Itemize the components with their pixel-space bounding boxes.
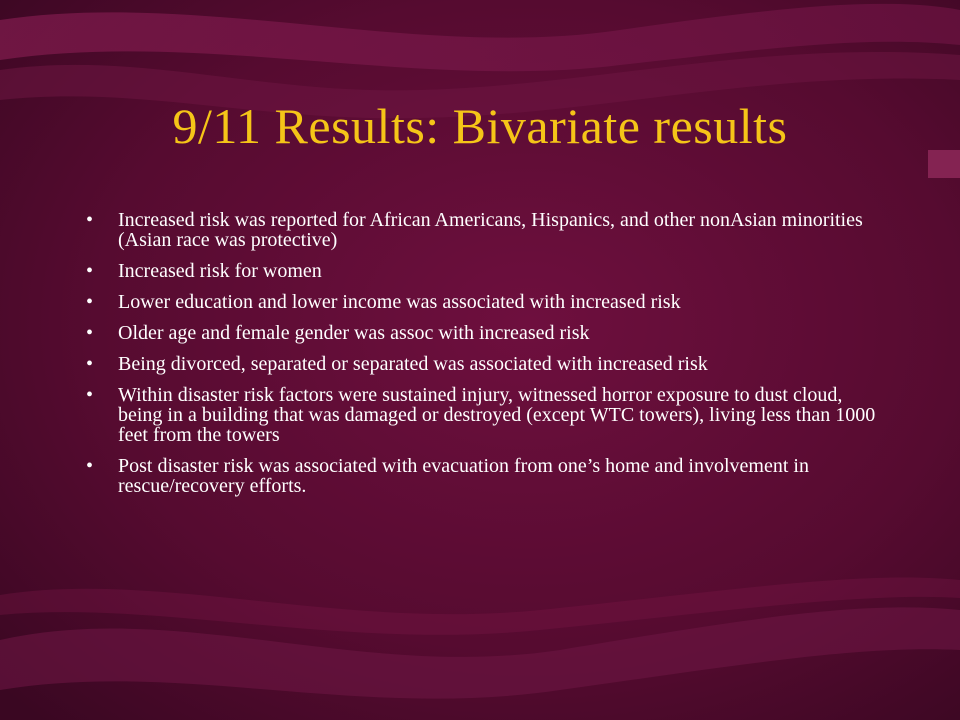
bullet-list	[86, 210, 886, 507]
bullet-icon: •	[86, 209, 94, 231]
bullet-text: Increased risk for women	[118, 260, 322, 282]
list-item	[86, 292, 886, 312]
bullet-text: Being divorced, separated or separated was associated with increased risk	[118, 353, 708, 375]
bullet-text: Within disaster risk factors were sustained injury, witnessed horror exposure to dust cloud, being in a building that was damaged or destroyed (except WTC towers), living less than 1000 feet from the towers	[118, 384, 876, 446]
bullet-text: Post disaster risk was associated with evacuation from one’s home and involvement in rescue/recovery efforts.	[118, 455, 809, 497]
bullet-text: Increased risk was reported for African Americans, Hispanics, and other nonAsian minorities (Asian race was protective)	[118, 209, 863, 251]
list-item	[86, 210, 886, 250]
list-item	[86, 354, 886, 374]
bullet-icon: •	[86, 353, 94, 375]
slide-title: 9/11 Results: Bivariate results	[172, 98, 788, 154]
bullet-text: Lower education and lower income was associated with increased risk	[118, 291, 681, 313]
list-item	[86, 323, 886, 343]
list-item	[86, 261, 886, 281]
list-item	[86, 456, 886, 496]
bullet-icon: •	[86, 260, 94, 282]
bullet-icon: •	[86, 291, 94, 313]
bullet-icon: •	[86, 322, 94, 344]
bullet-icon: •	[86, 384, 94, 406]
bullet-text: Older age and female gender was assoc with increased risk	[118, 322, 590, 344]
list-item	[86, 385, 886, 445]
bullet-icon: •	[86, 455, 94, 477]
